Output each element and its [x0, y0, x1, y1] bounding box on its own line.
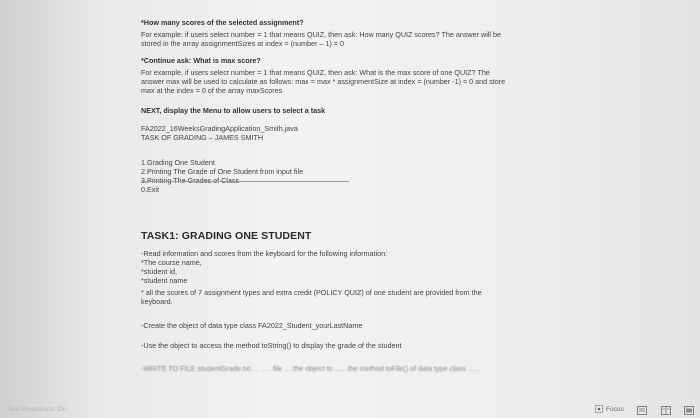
print-layout-icon[interactable] — [637, 406, 647, 415]
java-file-name: FA2022_16WeeksGradingApplication_Smith.java — [141, 124, 298, 133]
menu-heading: TASK OF GRADING – JAMES SMITH — [141, 133, 264, 142]
paragraph-line: max at the index = 0 of the array maxScores — [141, 86, 283, 95]
task1-heading: TASK1: GRADING ONE STUDENT — [141, 230, 312, 242]
paragraph-line: stored in the array assignmentSizes at index = (number – 1) = 0 — [141, 39, 344, 48]
list-item: keyboard. — [141, 297, 173, 306]
next-display-menu: NEXT, display the Menu to allow users to select a task — [141, 106, 326, 115]
list-item: *The course name, — [141, 258, 202, 267]
paragraph-line: -Read information and scores from the keyboard for the following information: — [141, 249, 388, 258]
menu-item-2: 2.Printing The Grade of One Student from input file — [141, 167, 304, 176]
bullet-continue-ask: *Continue ask: What is max score? — [141, 56, 261, 65]
list-item: *student id, — [141, 267, 177, 276]
list-item: *student name — [141, 276, 188, 285]
focus-label: Focus — [606, 405, 624, 413]
read-mode-icon[interactable] — [661, 406, 671, 415]
text-predictions-status[interactable]: Text Predictions: On — [8, 406, 67, 413]
paragraph-line: answer max will be used to calculate as follows: max = max * assignmentSize at index = (number -1) = 0 and store — [141, 77, 506, 86]
use-object-line: -Use the object to access the method toString() to display the grade of the student — [141, 341, 402, 350]
write-to-file-line: -WRITE TO FILE studentGrade.txt… ….. file ….the object to ….. the method toFile() of data type class ….. — [141, 364, 480, 373]
focus-button[interactable] — [595, 405, 624, 413]
bullet-how-many-scores: *How many scores of the selected assignment? — [141, 18, 304, 27]
paragraph-line: For example: if users select number = 1 that means QUIZ, then ask: How many QUIZ scores? The answer will be — [141, 30, 501, 39]
status-bar — [0, 405, 700, 418]
menu-item-0: 0.Exit — [141, 185, 159, 194]
focus-icon — [595, 405, 603, 413]
menu-item-1: 1.Grading One Student — [141, 158, 215, 167]
menu-divider — [141, 181, 349, 182]
list-item: * all the scores of 7 assignment types and extra credit (POLICY QUIZ) of one student are provided from the — [141, 288, 482, 297]
web-layout-icon[interactable] — [684, 406, 694, 415]
paragraph-line: For example, if users select number = 1 that means QUIZ, then ask: What is the max score of one QUIZ? The — [141, 68, 490, 77]
create-object-line: -Create the object of data type class FA2022_Student_yourLastName — [141, 321, 363, 330]
